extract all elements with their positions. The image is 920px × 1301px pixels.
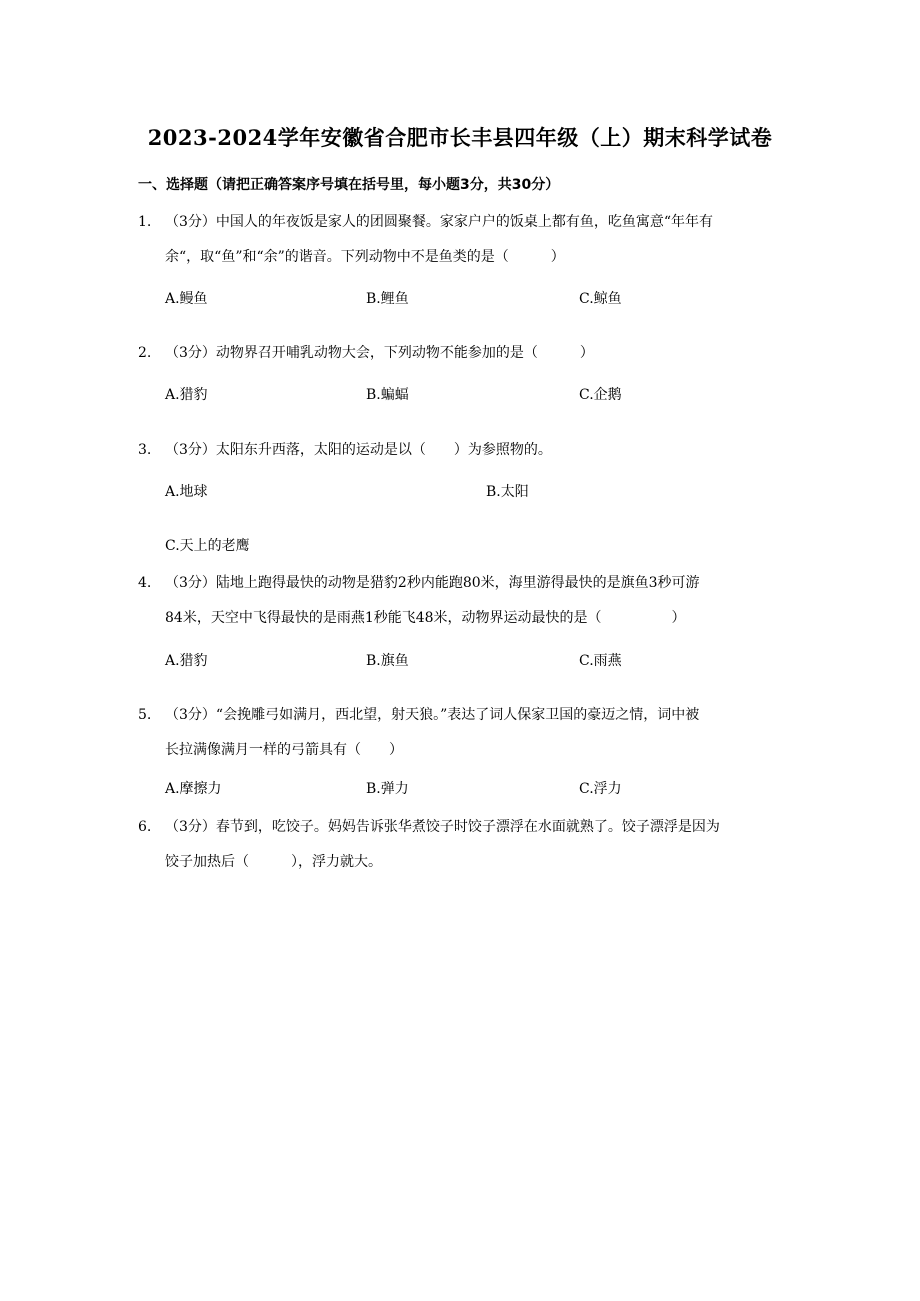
- question-4-option-c[interactable]: C.雨燕: [579, 653, 622, 669]
- question-2-option-a[interactable]: A.猎豹: [165, 387, 208, 403]
- question-3-option-b[interactable]: B.太阳: [486, 484, 529, 500]
- question-2-number: 2.: [138, 345, 152, 361]
- question-6-number: 6.: [138, 819, 152, 835]
- question-5-option-c[interactable]: C.浮力: [579, 781, 622, 797]
- question-3-option-a[interactable]: A.地球: [165, 484, 208, 500]
- question-2-option-b[interactable]: B.蝙蝠: [366, 387, 409, 403]
- section-heading: 一、选择题（请把正确答案序号填在括号里，每小题3分，共30分）: [138, 177, 560, 193]
- question-5-option-a[interactable]: A.摩擦力: [165, 781, 222, 797]
- exam-title: 2023-2024学年安徽省合肥市长丰县四年级（上）期末科学试卷: [147, 125, 773, 150]
- question-2-option-c[interactable]: C.企鹅: [579, 387, 622, 403]
- question-5-line-2: 长拉满像满月一样的弓箭具有（ ）: [165, 742, 403, 758]
- question-1-line-1: （3分）中国人的年夜饭是家人的团圆聚餐。家家户户的饭桌上都有鱼，吃鱼寓意“年年有: [165, 214, 714, 230]
- question-3-option-c[interactable]: C.天上的老鹰: [165, 538, 250, 554]
- question-4-line-2: 84米，天空中飞得最快的是雨燕1秒能飞48米，动物界运动最快的是（ ）: [165, 610, 686, 626]
- question-6-line-2: 饺子加热后（ ），浮力就大。: [165, 854, 382, 870]
- question-6-line-1: （3分）春节到，吃饺子。妈妈告诉张华煮饺子时饺子漂浮在水面就熟了。饺子漂浮是因为: [165, 819, 720, 835]
- question-1-line-2: 余“，取“鱼”和“余”的谐音。下列动物中不是鱼类的是（ ）: [165, 249, 565, 265]
- question-4-option-b[interactable]: B.旗鱼: [366, 653, 409, 669]
- question-1-option-c[interactable]: C.鲸鱼: [579, 291, 622, 307]
- question-4-option-a[interactable]: A.猎豹: [165, 653, 208, 669]
- question-1-option-a[interactable]: A.鳗鱼: [165, 291, 208, 307]
- question-1-number: 1.: [138, 214, 152, 230]
- question-2-line-1: （3分）动物界召开哺乳动物大会，下列动物不能参加的是（ ）: [165, 345, 594, 361]
- question-1-option-b[interactable]: B.鲤鱼: [366, 291, 409, 307]
- question-4-number: 4.: [138, 575, 152, 591]
- question-5-number: 5.: [138, 707, 152, 723]
- question-3-number: 3.: [138, 442, 152, 458]
- question-4-line-1: （3分）陆地上跑得最快的动物是猎豹2秒内能跑80米，海里游得最快的是旗鱼3秒可游: [165, 575, 700, 591]
- question-3-line-1: （3分）太阳东升西落，太阳的运动是以（ ）为参照物的。: [165, 442, 552, 458]
- question-5-line-1: （3分）“会挽雕弓如满月，西北望，射天狼。”表达了词人保家卫国的豪迈之情，词中被: [165, 707, 700, 723]
- question-5-option-b[interactable]: B.弹力: [366, 781, 409, 797]
